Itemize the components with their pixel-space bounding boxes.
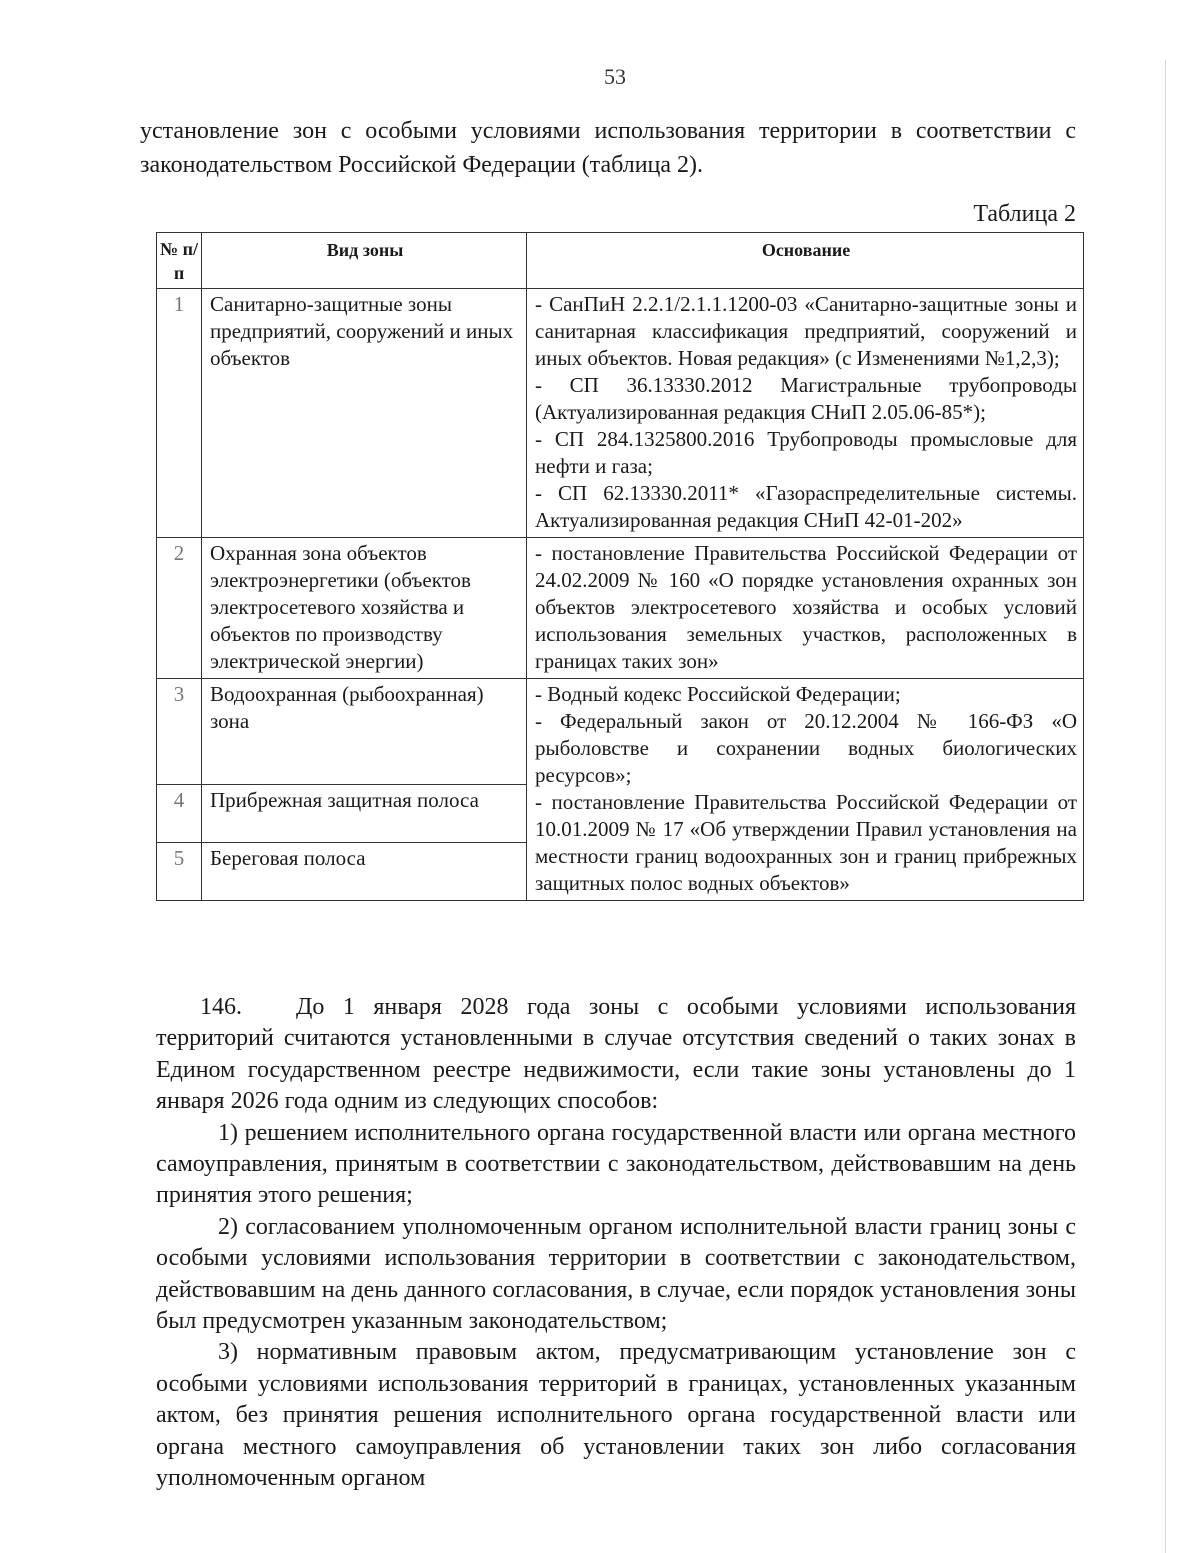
table-row: [157, 679, 1084, 785]
header-zone: Вид зоны: [202, 233, 527, 289]
row-basis: [527, 289, 1084, 538]
intro-paragraph: [140, 114, 1076, 182]
table-caption: Таблица 2: [973, 201, 1076, 227]
row-zone: Прибрежная защитная полоса: [202, 784, 527, 842]
basis-item: - Федеральный закон от 20.12.2004 № 166-ФЗ «О рыболовстве и сохранении водных биологических ресурсов»;: [535, 709, 1077, 787]
basis-item: - СП 36.13330.2012 Магистральные трубопроводы (Актуализированная редакция СНиП 2.05.06-85*);: [535, 373, 1077, 424]
table-header-row: [157, 233, 1084, 289]
paragraph-text: До 1 января 2028 года зоны с особыми условиями использования территорий считаются установленными в случае отсутствия сведений о таких зонах в Едином государственном реестре недвижимости, если такие зоны установлены до 1 января 2026 года одним из следующих способов:: [156, 994, 1076, 1115]
row-num: 3: [157, 679, 202, 785]
row-num: 1: [157, 289, 202, 538]
body-text: [156, 992, 1076, 1495]
table-row: [157, 289, 1084, 538]
page-edge-line: [1165, 60, 1166, 1553]
shared-basis: [527, 679, 1084, 901]
row-zone: Береговая полоса: [202, 842, 527, 900]
list-item: 3) нормативным правовым актом, предусматривающим установление зон с особыми условиями использования территорий в границах, установленных указанным актом, без принятия решения исполнительного органа государственной власти или органа местного самоуправления об установлении таких зон либо согласования уполномоченным органом: [156, 1339, 1076, 1492]
intro-text: установление зон с особыми условиями использования территории в соответствии с законодательством Российской Федерации (таблица 2).: [140, 118, 1076, 178]
basis-item: - СанПиН 2.2.1/2.1.1.1200-03 «Санитарно-защитные зоны и санитарная классификация предприятий, сооружений и иных объектов. Новая редакция» (с Изменениями №1,2,3);: [535, 292, 1077, 370]
row-zone: Охранная зона объектов электроэнергетики (объектов электросетевого хозяйства и объектов по производству электрической энергии): [202, 538, 527, 679]
table-row: [157, 538, 1084, 679]
header-num: № п/п: [157, 233, 202, 289]
row-num: 2: [157, 538, 202, 679]
header-basis: Основание: [527, 233, 1084, 289]
zones-table: [156, 232, 1084, 901]
basis-item: - Водный кодекс Российской Федерации;: [535, 682, 901, 706]
row-zone: Водоохранная (рыбоохранная) зона: [202, 679, 527, 785]
page-number: 53: [604, 64, 626, 89]
row-zone: Санитарно-защитные зоны предприятий, сооружений и иных объектов: [202, 289, 527, 538]
row-basis: [527, 538, 1084, 679]
row-num: 4: [157, 784, 202, 842]
basis-item: - постановление Правительства Российской Федерации от 24.02.2009 № 160 «О порядке установления охранных зон объектов электросетевого хозяйства и особых условий использования земельных участков, расположенных в границах таких зон»: [535, 541, 1077, 673]
basis-item: - СП 284.1325800.2016 Трубопроводы промысловые для нефти и газа;: [535, 427, 1077, 478]
row-num: 5: [157, 842, 202, 900]
paragraph-146: [156, 992, 1076, 1118]
list-item: 1) решением исполнительного органа государственной власти или органа местного самоуправления, принятым в соответствии с законодательством, действовавшим на день принятия этого решения;: [156, 1119, 1076, 1209]
list-item: 2) согласованием уполномоченным органом исполнительной власти границ зоны с особыми условиями использования территории в соответствии с законодательством, действовавшим на день данного согласования, в случае, если порядок установления зоны был предусмотрен указанным законодательством;: [156, 1213, 1076, 1335]
paragraph-number: 146.: [200, 994, 242, 1020]
basis-item: - СП 62.13330.2011* «Газораспределительные системы. Актуализированная редакция СНиП 42-01-202»: [535, 481, 1077, 532]
basis-item: - постановление Правительства Российской Федерации от 10.01.2009 № 17 «Об утверждении Правил установления на местности границ водоохранных зон и границ прибрежных защитных полос водных объектов»: [535, 790, 1077, 895]
